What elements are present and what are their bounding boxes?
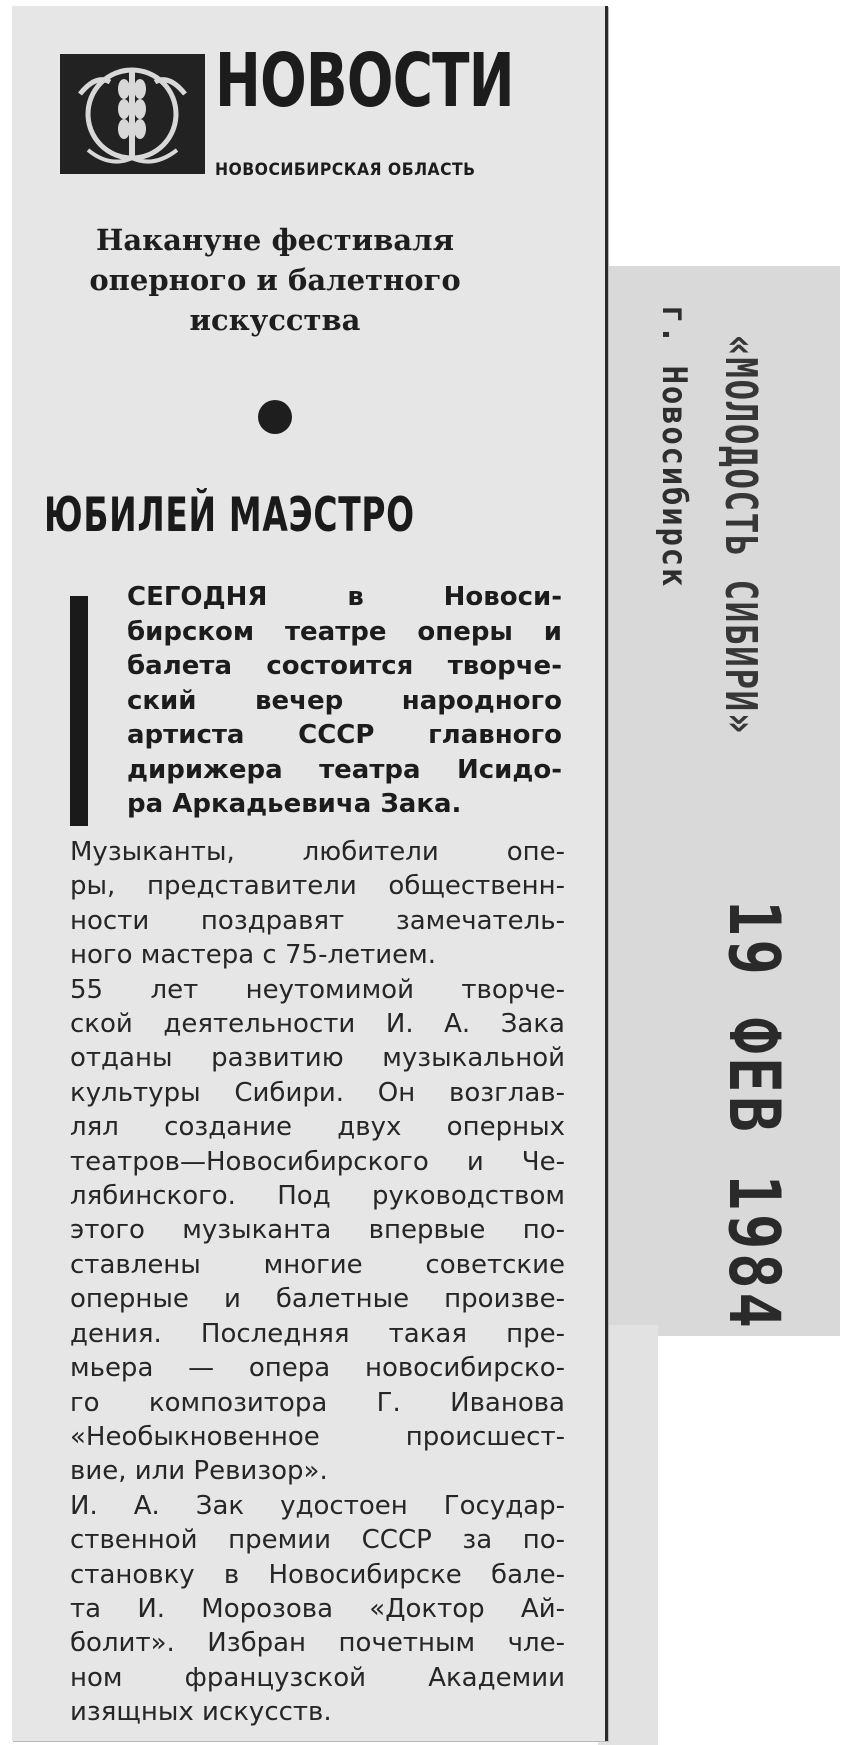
separator-bullet <box>258 400 292 434</box>
article-rubric <box>55 220 495 340</box>
lead-line: балета состоится творче- <box>127 651 562 681</box>
body-line: болит». Избран почетным чле- <box>70 1628 565 1659</box>
body-line: ном французской Академии <box>70 1662 565 1693</box>
rubric-line: Накануне фестиваля <box>95 223 455 257</box>
body-line: культуры Сибири. Он возглав- <box>70 1077 565 1108</box>
date-stamp <box>705 900 795 1332</box>
body-line: «Необыкновенное происшест- <box>70 1421 565 1452</box>
lead-line: бирском театре оперы и <box>127 616 562 647</box>
stamp-date: 19 ФЕВ 1984 <box>713 900 795 1332</box>
lead-marker-bar <box>70 596 88 826</box>
body-line: ставлены многие советские <box>70 1249 565 1280</box>
article-lead <box>127 580 562 822</box>
lead-line: ра Аркадьевича Зака. <box>127 789 462 819</box>
lead-line: СЕГОДНЯ в Новоси- <box>127 582 562 612</box>
body-line: лял создание двух оперных <box>70 1112 565 1143</box>
body-line: И. А. Зак удостоен Государ- <box>70 1490 565 1521</box>
body-line: становку в Новосибирске бале- <box>70 1559 565 1590</box>
body-line: ры, представители общественн- <box>70 871 565 902</box>
body-line: театров—Новосибирского и Че- <box>70 1146 565 1177</box>
body-line: лябинского. Под руководством <box>70 1181 565 1212</box>
body-line: отданы развитию музыкальной <box>70 1043 565 1074</box>
body-line: этого музыканта впервые по- <box>70 1215 565 1246</box>
body-line: ного мастера с 75-летием. <box>70 940 436 971</box>
source-stamp <box>640 295 780 795</box>
newspaper-masthead <box>60 38 515 180</box>
source-city: г. Новосибирск <box>654 305 694 589</box>
newspaper-region: НОВОСИБИРСКАЯ ОБЛАСТЬ <box>215 160 476 180</box>
lead-line: артиста СССР главного <box>127 720 562 750</box>
wheat-ear-emblem-icon <box>60 54 205 174</box>
body-line: ственной премии СССР за по- <box>70 1525 565 1556</box>
lead-line: дирижера театра Исидо- <box>127 754 562 785</box>
body-line: оперные и балетные произве- <box>70 1284 565 1315</box>
body-line: ской деятельности И. А. Зака <box>70 1009 565 1040</box>
rubric-line: искусства <box>189 303 361 337</box>
rubric-line: оперного и балетного <box>89 263 461 297</box>
source-newspaper-name: «МОЛОДОСТЬ СИБИРИ» <box>715 335 766 736</box>
lead-line: ский вечер народного <box>127 685 562 716</box>
body-line: мьера — опера новосибирско- <box>70 1353 565 1384</box>
body-line: та И. Морозова «Доктор Ай- <box>70 1593 565 1624</box>
body-line: Музыканты, любители опе- <box>70 837 565 867</box>
body-line: ности поздравят замечатель- <box>70 905 565 936</box>
body-line: дения. Последняя такая пре- <box>70 1318 565 1349</box>
newspaper-title: НОВОСТИ <box>215 38 514 124</box>
article-headline: ЮБИЛЕЙ МАЭСТРО <box>44 488 415 543</box>
body-line: 55 лет неутомимой творче- <box>70 974 565 1005</box>
body-line: изящных искусств. <box>70 1697 332 1728</box>
body-line: вие, или Ревизор». <box>70 1456 328 1487</box>
article-body <box>70 835 565 1730</box>
body-line: го композитора Г. Иванова <box>70 1387 565 1418</box>
